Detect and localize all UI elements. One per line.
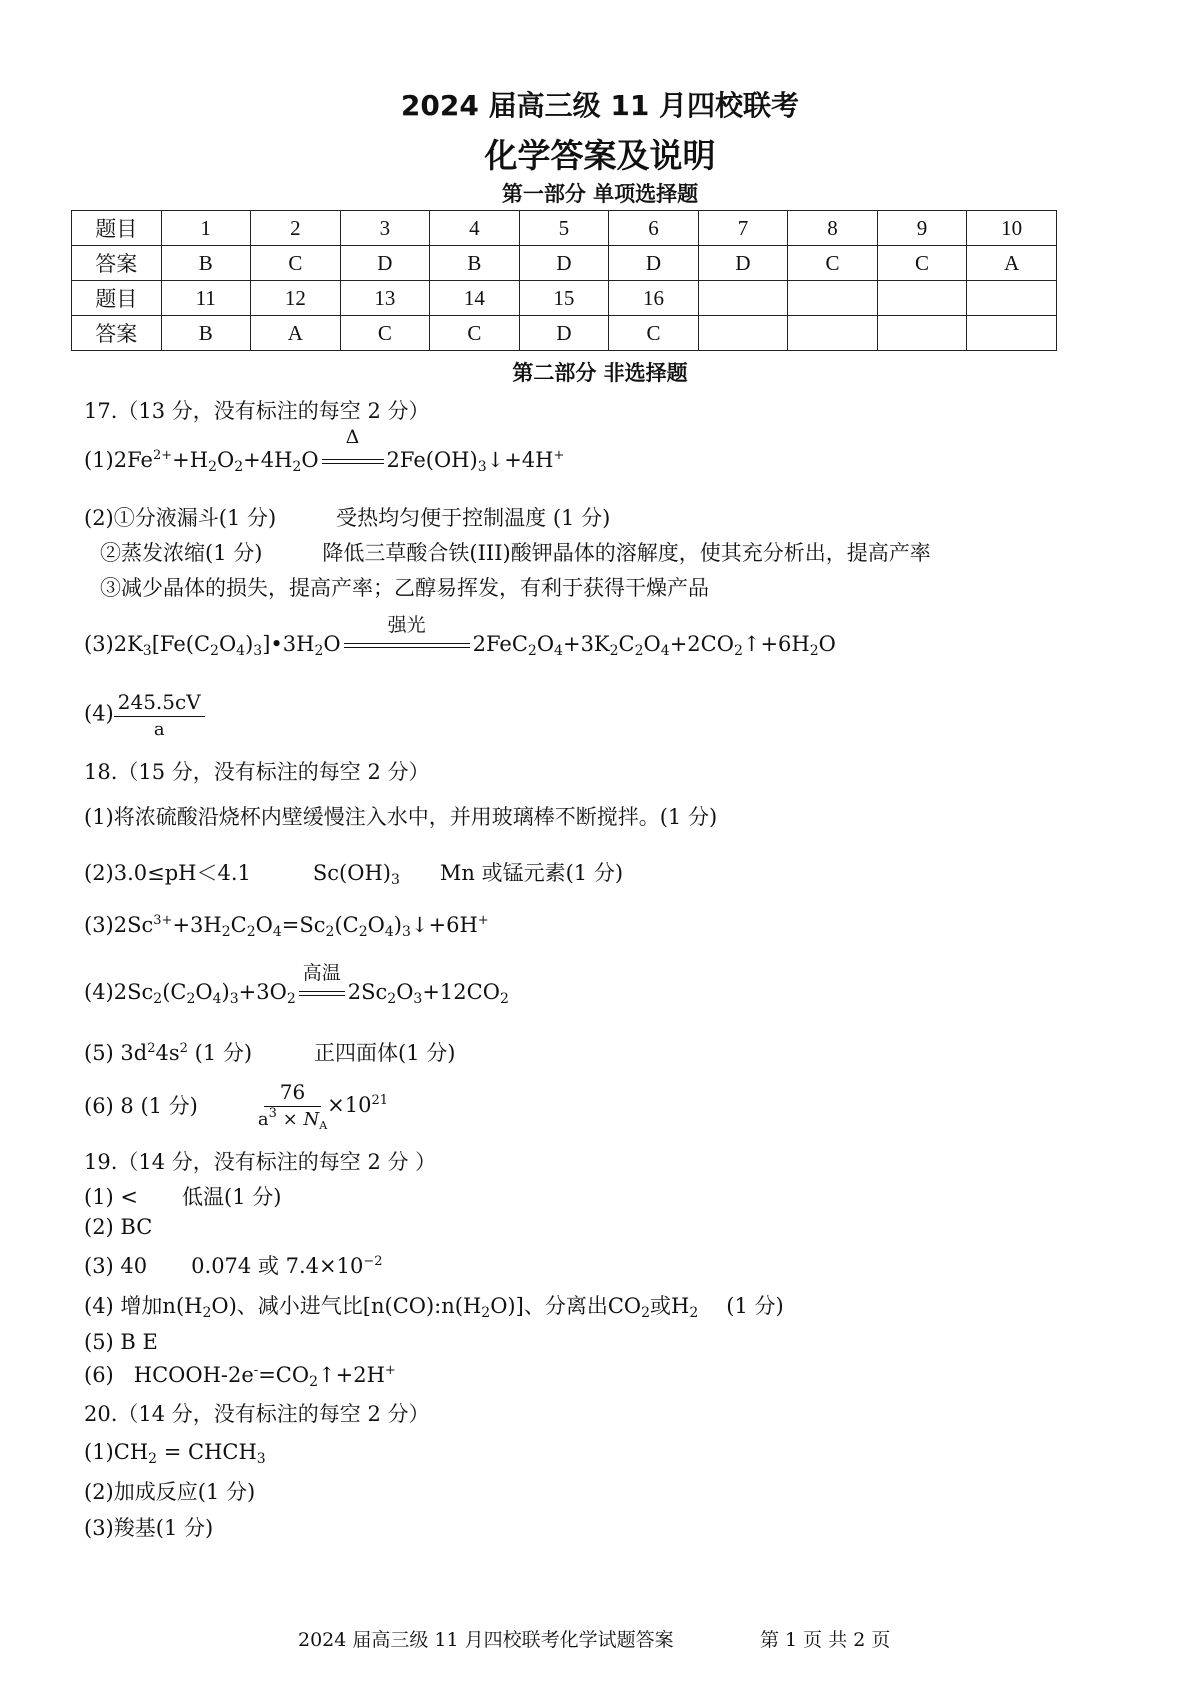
row-label: 题目 [72,281,162,316]
table-cell [698,281,788,316]
table-cell: B [161,246,251,281]
table-cell: 14 [430,281,520,316]
table-cell: D [698,246,788,281]
q19-6: (6) HCOOH-$2e^-=CO_2↑+2H^+$ [84,1363,396,1390]
q18-eq4: $(4)2Sc_2(C_2O_4)_3+3O_2$ 高温 $2Sc_2O_3+12CO_2$ [84,962,509,1007]
q19-4c: 、分离出 [523,1294,608,1318]
table-cell: 3 [340,211,430,246]
table-cell: 8 [788,211,878,246]
q18-6a: (6) 8 (1 分) [84,1094,198,1118]
q18-1: (1)将浓硫酸沿烧杯内壁缓慢注入水中，并用玻璃棒不断搅拌。(1 分) [84,805,718,829]
table-cell [698,316,788,351]
table-cell [877,316,967,351]
q19-heading: 19.（14 分，没有标注的每空 2 分 ） [84,1150,437,1174]
part1-heading: 第一部分 单项选择题 [501,182,699,206]
q19-4d: (1 分) [726,1294,784,1318]
q18-2a: (2)3.0≤pH＜4.1 [84,861,251,885]
q19-4a: (4) 增加 [84,1294,163,1318]
answer-row-answers-2 [72,316,1057,351]
q18-heading: 18.（15 分，没有标注的每空 2 分） [84,760,430,784]
q19-3b: 0.074 或 [191,1254,279,1278]
q17-2a: (2)①分液漏斗(1 分) [84,506,277,530]
footer-title: 2024 届高三级 11 月四校联考化学试题答案 [298,1629,674,1651]
table-cell [877,281,967,316]
table-cell: C [251,246,341,281]
table-cell: D [609,246,699,281]
table-cell: 9 [877,211,967,246]
q19-1a: (1) < [84,1185,139,1209]
q17-part2-line2 [100,537,931,567]
table-cell: D [519,246,609,281]
q18-5: (5) $3d^24s^2$ (1 分) 正四面体(1 分) [84,1041,456,1065]
q20-3: (3)羧基(1 分) [84,1516,214,1540]
table-cell: C [430,316,520,351]
q19-3a: (3) 40 [84,1254,148,1278]
table-cell: D [340,246,430,281]
q17-part2-line1 [84,502,610,532]
table-cell [788,281,878,316]
table-cell: 5 [519,211,609,246]
table-cell: 12 [251,281,341,316]
page-number: 第 1 页 共 2 页 [760,1629,891,1651]
q18-6-fraction: $\frac{76}{a^3 \times N_A}$ [257,1080,328,1132]
table-cell: 15 [519,281,609,316]
q17-2c: ②蒸发浓缩(1 分) [100,541,263,565]
q17-2b: 受热均匀便于控制温度 (1 分) [336,506,611,530]
condition-high-temp: 高温 [296,980,348,1004]
table-cell: B [430,246,520,281]
q18-5c: 正四面体(1 分) [314,1041,456,1065]
q18-2c: Mn 或锰元素(1 分) [439,861,624,885]
condition-heat: Δ [319,448,387,472]
q19-1b: 低温(1 分) [182,1185,282,1209]
q19-4b: 、减小进气比 [236,1294,363,1318]
q17-eq1: $(1)2Fe^{2+}+H_2O_2+4H_2O$ Δ $2Fe(OH)_3↓+4H^+$ [84,426,565,475]
table-cell: 13 [340,281,430,316]
table-cell: C [788,246,878,281]
table-cell: C [609,316,699,351]
table-cell: C [877,246,967,281]
table-cell: C [340,316,430,351]
table-cell [788,316,878,351]
q18-2: (2)3.0≤pH＜4.1 $Sc(OH)_3$ Mn 或锰元素(1 分) [84,861,624,888]
table-cell: 11 [161,281,251,316]
table-cell: A [967,246,1057,281]
q17-4-label: (4) [84,701,114,726]
table-cell: 4 [430,211,520,246]
q17-4-fraction: $\frac{245.5cV}{a}$ [114,690,205,740]
q19-1 [84,1181,281,1211]
table-cell [967,281,1057,316]
table-cell: A [251,316,341,351]
answer-row-questions-1 [72,211,1057,246]
q20-1: $(1)CH_2$ = $CHCH_3$ [84,1440,266,1467]
row-label: 答案 [72,316,162,351]
q20-2: (2)加成反应(1 分) [84,1480,256,1504]
table-cell: B [161,316,251,351]
q19-3: (3) 40 0.074 或 $7.4\times 10^{-2}$ [84,1254,383,1278]
table-cell: 2 [251,211,341,246]
row-label: 题目 [72,211,162,246]
answer-row-questions-2 [72,281,1057,316]
condition-strong-light: 强光 [341,632,473,656]
part2-heading: 第二部分 非选择题 [512,361,688,385]
q19-2: (2) BC [84,1215,153,1239]
table-cell: 7 [698,211,788,246]
q17-part4 [84,690,205,740]
q18-eq3: $(3)2Sc^{3+}+3H_2C_2O_4=Sc_2(C_2O_4)_3↓+6H^+$ [84,913,489,940]
q19-4: (4) 增加$n(H_2O)$、减小进气比$[n(CO):n(H_2O)]$、分离出$CO_2$或$H_2$ (1 分) [84,1294,784,1321]
answer-table [71,210,1057,351]
q18-5b: (1 分) [194,1041,253,1065]
doc-title: 化学答案及说明 [484,136,716,175]
q17-2e: ③减少晶体的损失，提高产率；乙醇易挥发，有利于获得干燥产品 [100,576,709,600]
table-cell: 6 [609,211,699,246]
q17-2d: 降低三草酸合铁(III)酸钾晶体的溶解度，使其充分析出，提高产率 [322,541,931,565]
q20-heading: 20.（14 分，没有标注的每空 2 分） [84,1402,430,1426]
table-cell: 10 [967,211,1057,246]
q17-eq3: $(3)2K_3[Fe(C_2O_4)_3]•3H_2O$ 强光 $2FeC_2O_4+3K_2C_2O_4+2CO_2↑+6H_2O$ [84,614,836,659]
q19-5: (5) B E [84,1330,158,1354]
table-cell: 16 [609,281,699,316]
table-cell [967,316,1057,351]
table-cell: D [519,316,609,351]
row-label: 答案 [72,246,162,281]
exam-title: 2024 届高三级 11 月四校联考 [400,89,800,122]
table-cell: 1 [161,211,251,246]
q17-heading: 17.（13 分，没有标注的每空 2 分） [84,399,430,423]
q18-6: (6) 8 (1 分) $\frac{76}{a^3 \times N_A}$ $\times 10^{21}$ [84,1080,389,1132]
answer-row-answers-1 [72,246,1057,281]
